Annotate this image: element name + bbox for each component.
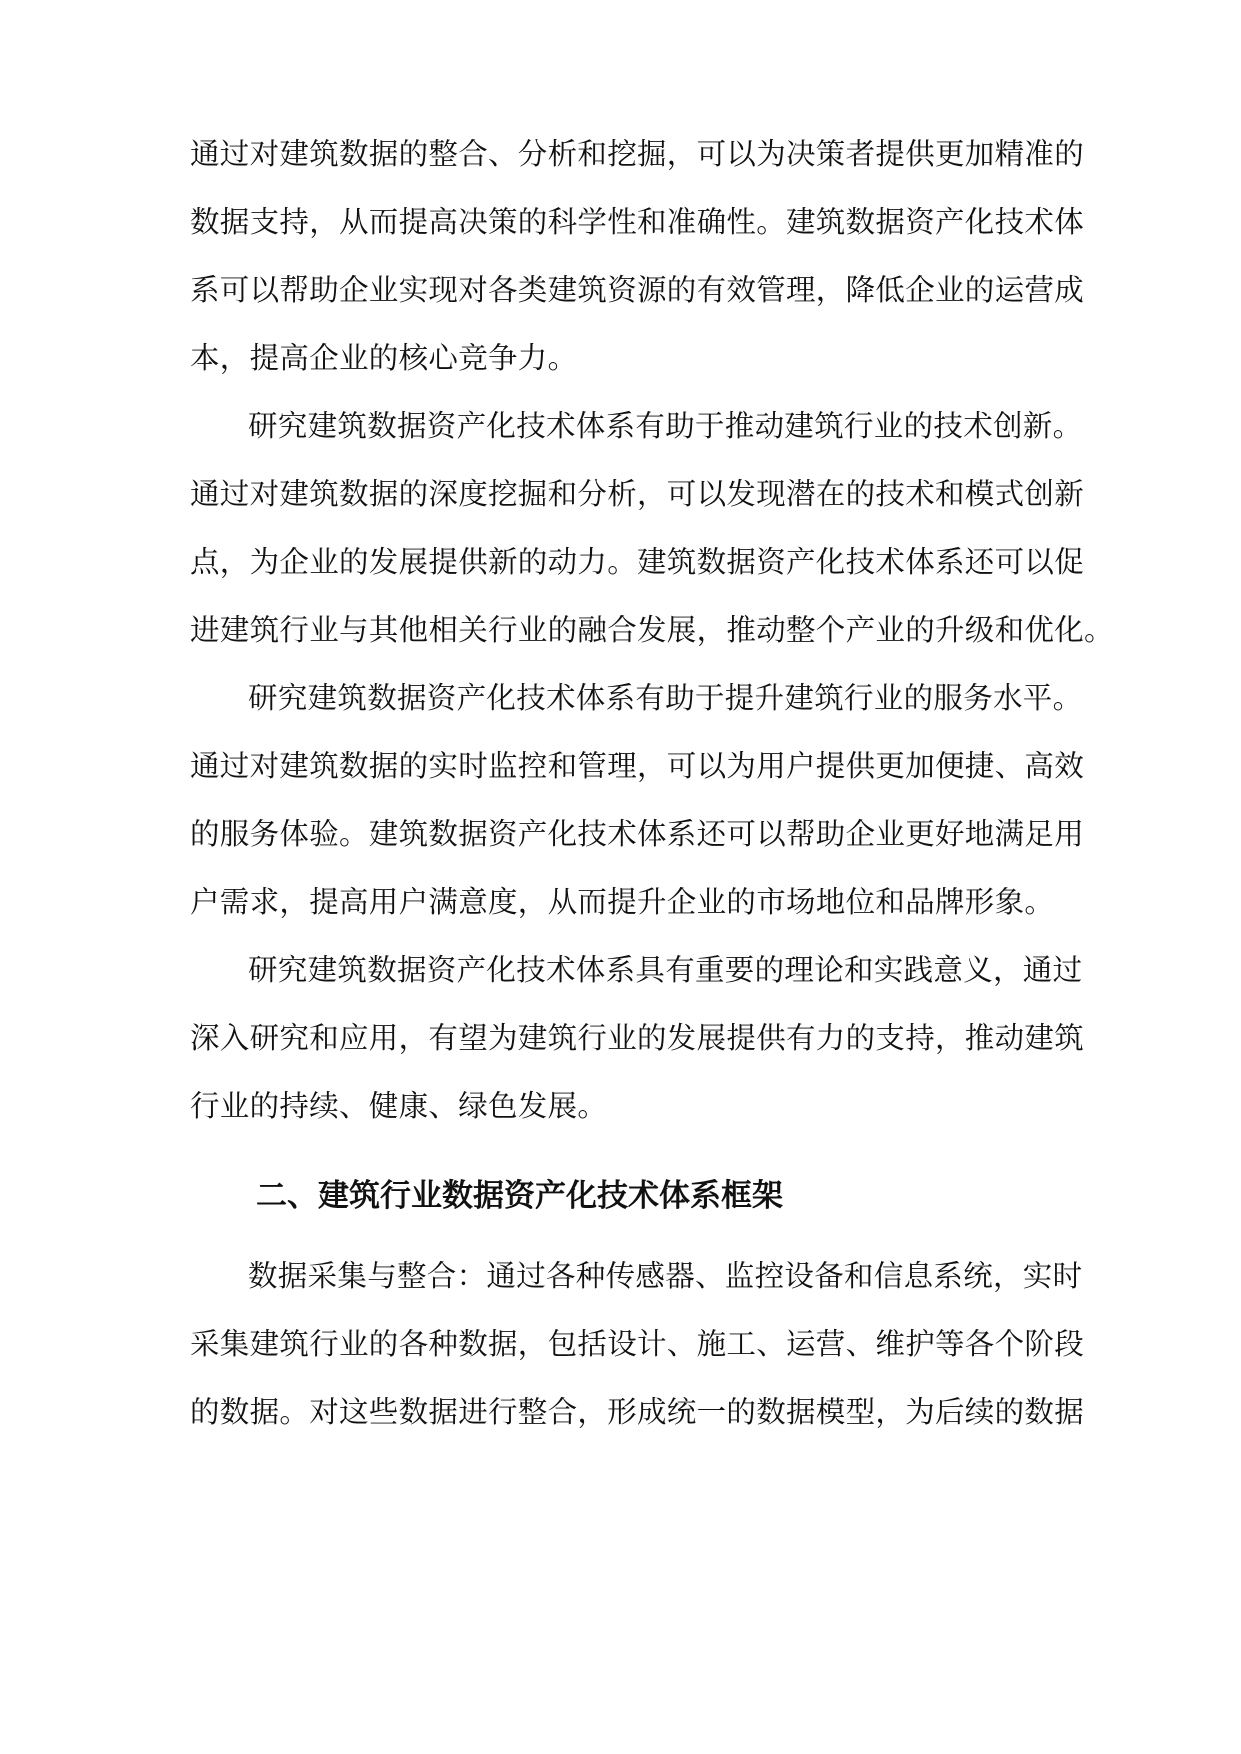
text-line: 系可以帮助企业实现对各类建筑资源的有效管理，降低企业的运营成 [190,273,1085,307]
text-line: 点，为企业的发展提供新的动力。建筑数据资产化技术体系还可以促 [190,545,1085,579]
text-line: 的数据。对这些数据进行整合，形成统一的数据模型，为后续的数据 [190,1395,1085,1429]
text-line: 通过对建筑数据的整合、分析和挖掘，可以为决策者提供更加精准的 [190,137,1085,171]
text-line: 研究建筑数据资产化技术体系有助于推动建筑行业的技术创新。 [248,409,1083,443]
text-line: 深入研究和应用，有望为建筑行业的发展提供有力的支持，推动建筑 [190,1021,1085,1055]
text-line: 本，提高企业的核心竞争力。 [190,341,578,375]
text-line: 研究建筑数据资产化技术体系具有重要的理论和实践意义，通过 [248,953,1083,987]
text-line: 的服务体验。建筑数据资产化技术体系还可以帮助企业更好地满足用 [190,817,1085,851]
text-line: 数据支持，从而提高决策的科学性和准确性。建筑数据资产化技术体 [190,205,1085,239]
text-line: 研究建筑数据资产化技术体系有助于提升建筑行业的服务水平。 [248,681,1083,715]
text-line: 通过对建筑数据的深度挖掘和分析，可以发现潜在的技术和模式创新 [190,477,1085,511]
section-heading: 二、建筑行业数据资产化技术体系框架 [256,1178,783,1214]
text-line: 采集建筑行业的各种数据，包括设计、施工、运营、维护等各个阶段 [190,1327,1085,1361]
text-line: 户需求，提高用户满意度，从而提升企业的市场地位和品牌形象。 [190,885,1055,919]
text-line: 数据采集与整合：通过各种传感器、监控设备和信息系统，实时 [248,1259,1083,1293]
text-line: 行业的持续、健康、绿色发展。 [190,1089,608,1123]
text-line: 进建筑行业与其他相关行业的融合发展，推动整个产业的升级和优化。 [190,613,1114,647]
text-line: 通过对建筑数据的实时监控和管理，可以为用户提供更加便捷、高效 [190,749,1085,783]
